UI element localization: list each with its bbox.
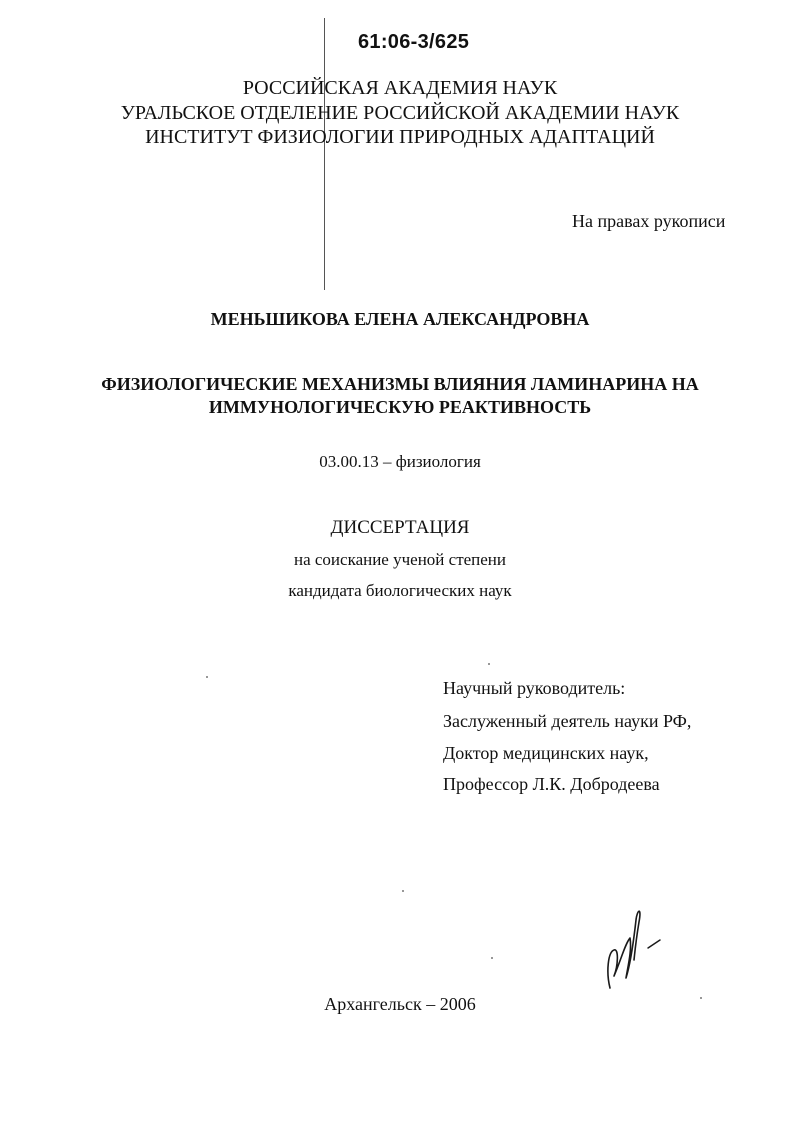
scan-speck xyxy=(488,663,490,665)
scan-speck xyxy=(206,676,208,678)
supervisor-degree: Доктор медицинских наук, xyxy=(443,743,649,763)
margin-rule xyxy=(324,18,325,290)
scan-speck xyxy=(491,957,493,959)
supervisor-honor: Заслуженный деятель науки РФ, xyxy=(443,711,692,731)
specialty-code: 03.00.13 – физиология xyxy=(319,452,481,471)
call-number: 61:06-3/625 xyxy=(358,31,470,53)
rights-note: На правах рукописи xyxy=(572,211,726,231)
degree-line-2: кандидата биологических наук xyxy=(288,581,512,600)
org-line-institute: ИНСТИТУТ ФИЗИОЛОГИИ ПРИРОДНЫХ АДАПТАЦИЙ xyxy=(145,126,655,148)
title-line-2: ИММУНОЛОГИЧЕСКУЮ РЕАКТИВНОСТЬ xyxy=(208,397,592,417)
supervisor-heading: Научный руководитель: xyxy=(443,678,626,698)
author-name: МЕНЬШИКОВА ЕЛЕНА АЛЕКСАНДРОВНА xyxy=(210,309,590,329)
degree-line-1: на соискание ученой степени xyxy=(293,550,507,569)
scan-speck xyxy=(700,997,702,999)
supervisor-name: Профессор Л.К. Добродеева xyxy=(443,774,660,794)
signature-mark xyxy=(596,900,666,995)
org-line-ural-branch: УРАЛЬСКОЕ ОТДЕЛЕНИЕ РОССИЙСКОЙ АКАДЕМИИ НАУК xyxy=(120,102,680,124)
document-type: ДИССЕРТАЦИЯ xyxy=(330,517,470,538)
city-year: Архангельск – 2006 xyxy=(324,994,476,1014)
title-line-1: ФИЗИОЛОГИЧЕСКИЕ МЕХАНИЗМЫ ВЛИЯНИЯ ЛАМИНАРИНА НА xyxy=(101,374,699,394)
org-line-academy: РОССИЙСКАЯ АКАДЕМИЯ НАУК xyxy=(242,77,558,99)
scan-speck xyxy=(402,890,404,892)
